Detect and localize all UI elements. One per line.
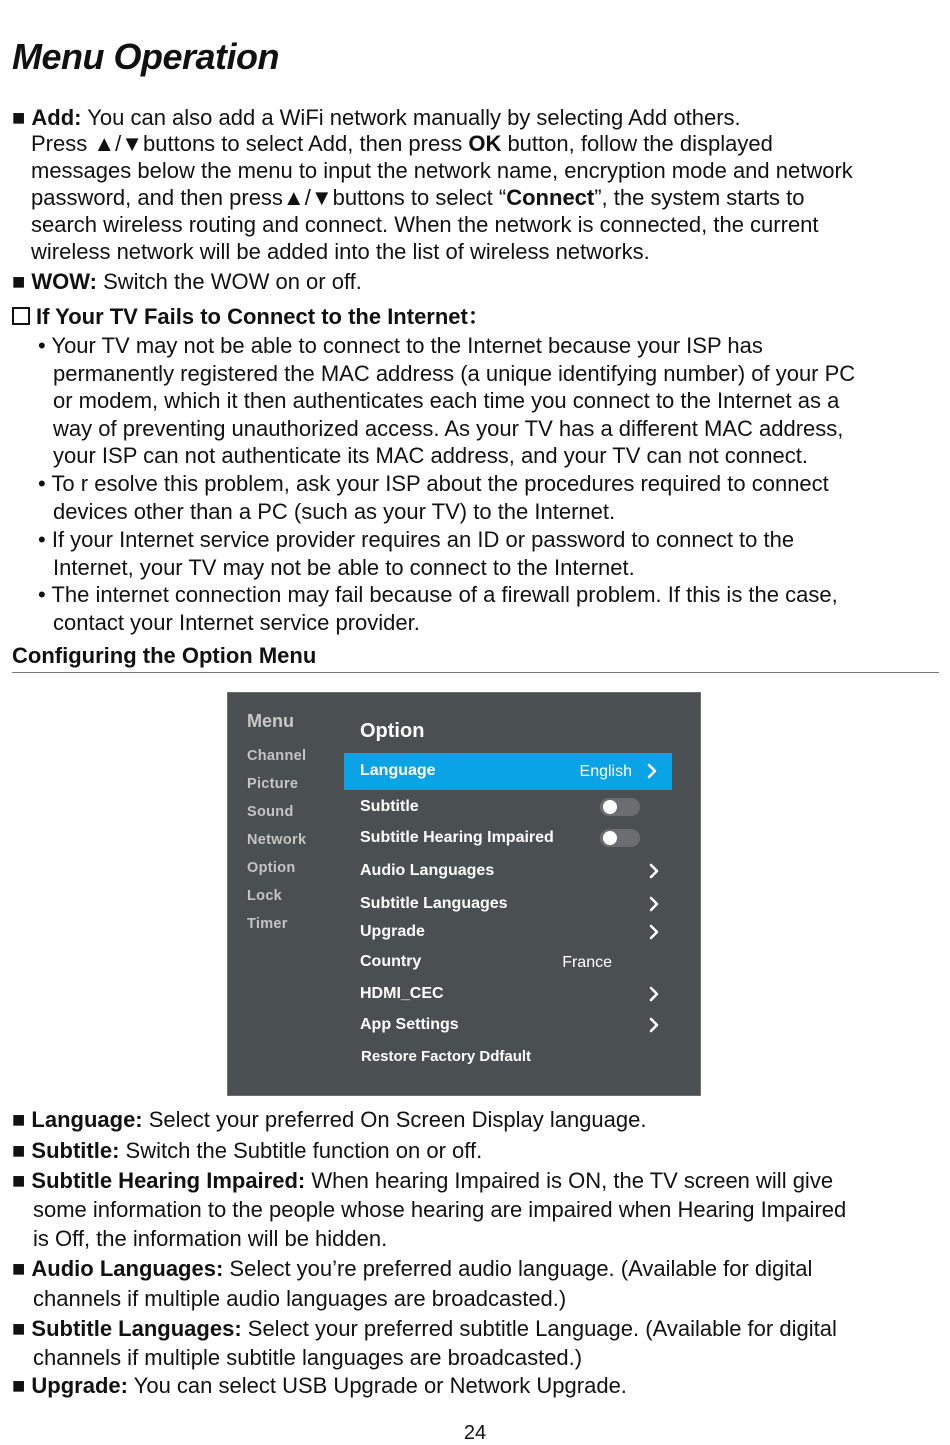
option-row-label: HDMI_CEC — [360, 985, 444, 1002]
chevron-right-icon — [646, 894, 662, 914]
desc-subtitle — [12, 1137, 482, 1164]
desc-upgrade-text: You can select USB Upgrade or Network Upgrade. — [127, 1373, 627, 1398]
divider — [12, 672, 939, 673]
option-row-label: Restore Factory Ddfault — [361, 1048, 532, 1065]
fail-bullet-text: If your Internet service provider requires an ID or password to connect to the — [51, 527, 795, 552]
desc-shi-label: Subtitle Hearing Impaired: — [31, 1168, 306, 1193]
bullet-dot: • — [38, 471, 52, 496]
menu-side-item-channel[interactable]: Channel — [247, 748, 307, 764]
option-row-label: App Settings — [360, 1016, 459, 1033]
wow-label: WOW: — [31, 269, 97, 294]
menu-side-item-sound[interactable]: Sound — [247, 804, 294, 820]
ok-emphasis: OK — [468, 131, 502, 156]
fail-bullet-text: Your TV may not be able to connect to the Internet because your ISP has — [51, 333, 763, 358]
bullet-dot: • — [38, 582, 52, 607]
desc-audio-1 — [12, 1255, 812, 1282]
checkbox-icon — [12, 307, 30, 325]
add-text-2c: button, follow the displayed — [501, 131, 773, 156]
fail-bullet-text: The internet connection may fail because of a firewall problem. If this is the case, — [51, 582, 838, 607]
add-line-1 — [12, 104, 741, 131]
fail-bullet-text: or modem, which it then authenticates each time you connect to the Internet as a — [53, 388, 840, 414]
desc-audio-2: channels if multiple audio languages are broadcasted.) — [33, 1286, 567, 1311]
fail-bullet-text: devices other than a PC (such as your TV) to the Internet. — [53, 498, 616, 524]
add-line-6: wireless network will be added into the list of wireless networks. — [31, 239, 650, 264]
fail-bullet-line — [53, 360, 855, 387]
option-row-value: English — [579, 763, 632, 780]
chevron-right-icon — [646, 922, 662, 942]
add-line-4 — [31, 184, 805, 211]
tv-option-menu — [227, 692, 701, 1096]
option-row-subtitle-hearing-impaired[interactable] — [344, 820, 672, 857]
desc-shi-1 — [12, 1167, 833, 1194]
desc-sublang-2: channels if multiple subtitle languages are broadcasted.) — [33, 1345, 583, 1370]
option-row-label: Audio Languages — [360, 862, 495, 879]
option-row-language[interactable] — [344, 753, 672, 790]
add-text-4a: password, and then press▲/▼buttons to select “ — [31, 185, 507, 210]
fail-bullet-text: your ISP can not authenticate its MAC address, and your TV can not connect. — [53, 443, 808, 469]
desc-language-text: Select your preferred On Screen Display language. — [142, 1107, 647, 1132]
fail-bullet-line — [38, 581, 838, 608]
desc-shi-text-1: When hearing Impaired is ON, the TV screen will give — [305, 1168, 834, 1193]
desc-sublang-label: Subtitle Languages: — [31, 1316, 242, 1341]
fail-bullet-text: way of preventing unauthorized access. As your TV has a different MAC address, — [53, 415, 844, 441]
toggle-switch[interactable] — [600, 829, 640, 847]
menu-side-item-timer[interactable]: Timer — [247, 916, 288, 932]
fail-bullet-text: To r esolve this problem, ask your ISP about the procedures required to connect — [51, 471, 829, 496]
bullet-square: ■ — [12, 105, 32, 130]
fail-bullet-line — [53, 609, 420, 636]
menu-side-item-network[interactable]: Network — [247, 832, 307, 848]
fail-bullet-text: Internet, your TV may not be able to connect to the Internet. — [53, 554, 635, 580]
chevron-right-icon — [646, 1015, 662, 1035]
bullet-dot: • — [38, 527, 52, 552]
option-row-label: Language — [360, 762, 436, 779]
option-panel-title: Option — [360, 720, 425, 742]
add-line-2 — [31, 130, 773, 157]
bullet-square: ■ — [12, 1373, 32, 1398]
menu-side-item-option[interactable]: Option — [247, 860, 296, 876]
add-text-4c: ”, the system starts to — [594, 185, 805, 210]
fail-bullet-line — [53, 442, 808, 469]
bullet-dot: • — [38, 333, 52, 358]
fail-bullet-line — [53, 498, 615, 525]
config-heading: Configuring the Option Menu — [12, 643, 317, 668]
desc-shi-3: is Off, the information will be hidden. — [33, 1226, 388, 1251]
menu-side-title: Menu — [247, 711, 294, 731]
desc-subtitle-text: Switch the Subtitle function on or off. — [119, 1138, 483, 1163]
fail-bullet-line — [53, 415, 843, 442]
fail-bullet-line — [38, 470, 829, 497]
option-row-label: Subtitle — [360, 798, 419, 815]
desc-language-label: Language: — [31, 1107, 143, 1132]
desc-audio-text-1: Select you’re preferred audio language. (Available for digital — [223, 1256, 813, 1281]
add-text-2a: Press ▲/▼buttons to select Add, then press — [31, 131, 469, 156]
menu-side-item-lock[interactable]: Lock — [247, 888, 283, 904]
chevron-right-icon — [646, 984, 662, 1004]
desc-sublang-text-1: Select your preferred subtitle Language. (Available for digital — [241, 1316, 837, 1341]
add-text-1: You can also add a WiFi network manually by selecting Add others. — [81, 105, 741, 130]
bullet-square: ■ — [12, 1168, 32, 1193]
page-number: 24 — [463, 1422, 487, 1444]
desc-shi-2: some information to the people whose hearing are impaired when Hearing Impaired — [33, 1197, 847, 1222]
desc-upgrade-label: Upgrade: — [31, 1373, 128, 1398]
fail-bullet-line — [53, 554, 635, 581]
page-title: Menu Operation — [12, 36, 280, 77]
bullet-square: ■ — [12, 269, 32, 294]
fail-bullet-text: permanently registered the MAC address (a unique identifying number) of your PC — [53, 360, 856, 386]
chevron-right-icon — [646, 861, 662, 881]
add-line-3: messages below the menu to input the network name, encryption mode and network — [31, 158, 853, 183]
add-label: Add: — [31, 105, 82, 130]
option-row-label: Country — [360, 953, 422, 970]
option-row-audio-languages[interactable] — [344, 853, 672, 890]
bullet-square: ■ — [12, 1138, 32, 1163]
option-row-restore-factory-ddfault[interactable] — [344, 1039, 672, 1076]
bullet-square: ■ — [12, 1107, 32, 1132]
option-row-label: Upgrade — [360, 923, 425, 940]
option-row-value: France — [562, 954, 612, 971]
toggle-switch[interactable] — [600, 798, 640, 816]
fail-bullet-line — [38, 526, 794, 553]
option-row-label: Subtitle Languages — [360, 895, 508, 912]
bullet-square: ■ — [12, 1316, 32, 1341]
bullet-square: ■ — [12, 1256, 32, 1281]
wow-line — [12, 268, 362, 295]
chevron-right-icon — [644, 761, 660, 781]
desc-audio-label: Audio Languages: — [31, 1256, 224, 1281]
desc-upgrade — [12, 1372, 627, 1399]
menu-side-item-picture[interactable]: Picture — [247, 776, 299, 792]
connect-emphasis: Connect — [506, 185, 595, 210]
fail-heading — [12, 300, 490, 331]
fail-bullet-text: contact your Internet service provider. — [53, 609, 420, 635]
desc-sublang-1 — [12, 1315, 837, 1342]
fail-heading-text: If Your TV Fails to Connect to the Internet： — [36, 304, 490, 329]
desc-subtitle-label: Subtitle: — [31, 1138, 120, 1163]
option-row-label: Subtitle Hearing Impaired — [360, 829, 554, 846]
wow-text: Switch the WOW on or off. — [96, 269, 362, 294]
add-line-5: search wireless routing and connect. When the network is connected, the current — [31, 212, 819, 237]
desc-language — [12, 1106, 646, 1133]
fail-bullet-line — [38, 332, 763, 359]
fail-bullet-line — [53, 387, 839, 414]
